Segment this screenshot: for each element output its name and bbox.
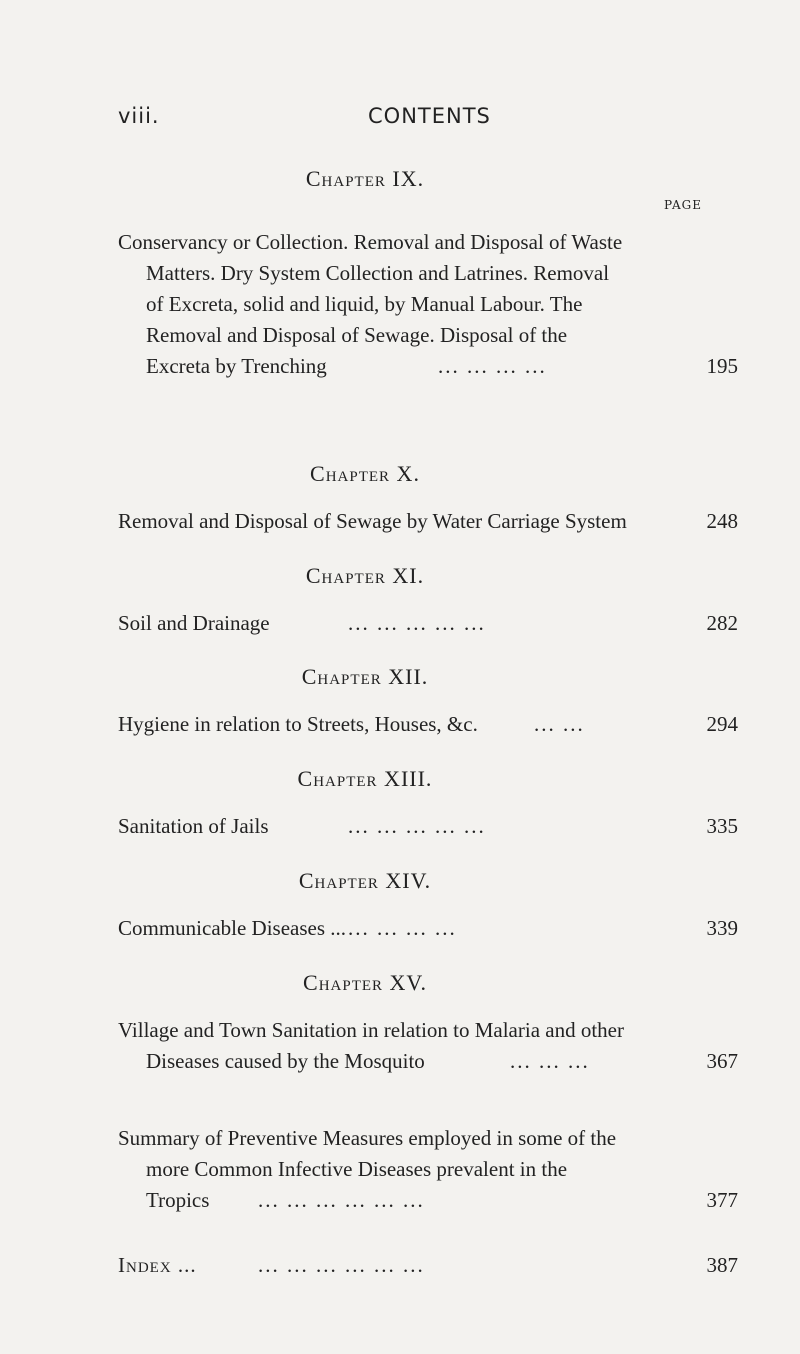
page-number: 294 [706,712,738,736]
page-number: 377 [706,1188,738,1212]
entry-title: Diseases caused by the Mosquito [146,1049,425,1073]
entry-line-1: Village and Town Sanitation in relation to Malaria and other [118,1018,624,1042]
toc-entry [118,1015,738,1077]
entry-line-2: more Common Infective Diseases prevalent in the [146,1157,568,1181]
toc-entry-summary [118,1123,738,1216]
entry-last-line [118,506,738,537]
entry-line [118,227,738,258]
page-number: 248 [706,509,738,533]
entry-line [118,1154,738,1185]
leader-dots: ... ... ... ... ... ... [258,1188,425,1212]
chapter-heading: Chapter XII. [301,664,429,689]
page-number: 335 [706,814,738,838]
chapter-heading: Chapter XIII. [297,766,433,791]
toc-entry [118,608,738,639]
entry-title: Soil and Drainage [118,611,270,635]
entry-last-line [118,1046,738,1077]
leader-dots: ... ... ... ... ... [348,814,486,838]
entry-line-1: Summary of Preventive Measures employed in some of the [118,1126,617,1150]
entry-last-line [118,608,738,639]
page-number: 339 [706,916,738,940]
toc-entry [118,709,738,740]
leader-dots: ... ... ... ... ... ... [258,1253,425,1277]
running-title: CONTENTS [368,104,491,128]
leader-dots: ... ... ... ... [348,916,457,940]
entry-last-line [118,811,738,842]
chapter-heading: Chapter X. [310,461,420,486]
page-number: 367 [706,1049,738,1073]
folio-number: viii. [118,104,160,128]
page-number: 387 [706,1253,738,1277]
chapter-heading: Chapter XV. [303,970,427,995]
entry-line-1: Conservancy or Collection. Removal and Disposal of Waste [118,230,623,254]
page-column-label: PAGE [664,198,702,212]
toc-entry [118,913,738,944]
toc-entry [118,506,738,537]
toc-entry [118,227,738,382]
toc-entry-index [118,1250,738,1281]
entry-line [118,258,738,289]
chapter-heading: Chapter XI. [305,563,425,588]
leader-dots: ... ... [534,712,585,736]
entry-title: Index ... [118,1253,197,1277]
page-number: 195 [706,354,738,378]
entry-line [118,1123,738,1154]
chapter-heading: Chapter IX. [305,166,425,191]
entry-last-line [118,913,738,944]
chapter-heading: Chapter XIV. [298,868,432,893]
entry-line [118,289,738,320]
toc-entry [118,811,738,842]
entry-line-4: Removal and Disposal of Sewage. Disposal of the [146,323,568,347]
leader-dots: ... ... ... ... [438,354,547,378]
entry-last-line [118,1185,738,1216]
entry-line-3: of Excreta, solid and liquid, by Manual Labour. The [146,292,583,316]
entry-title: Hygiene in relation to Streets, Houses, &c. [118,712,478,736]
entry-title: Tropics [146,1188,210,1212]
entry-line-2: Matters. Dry System Collection and Latrines. Removal [146,261,610,285]
entry-title: Removal and Disposal of Sewage by Water Carriage System [118,509,627,533]
leader-dots: ... ... ... [510,1049,590,1073]
entry-last-line [118,709,738,740]
entry-title: Communicable Diseases ... [118,916,347,940]
entry-line [118,1015,738,1046]
entry-title: Excreta by Trenching [146,354,327,378]
entry-title: Sanitation of Jails [118,814,269,838]
entry-last-line [118,1250,738,1281]
entry-line [118,320,738,351]
leader-dots: ... ... ... ... ... [348,611,486,635]
page-number: 282 [706,611,738,635]
entry-last-line [118,351,738,382]
